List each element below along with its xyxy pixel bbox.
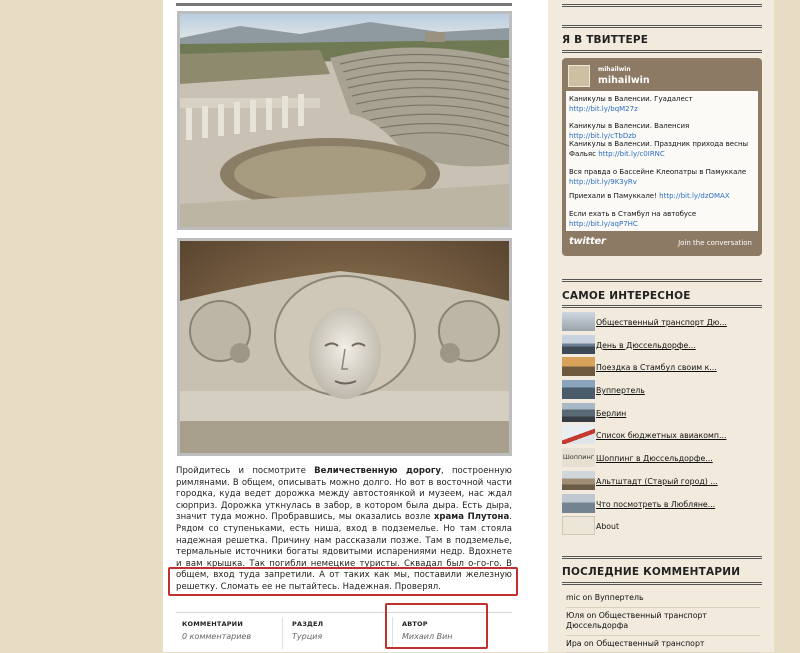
tweet-item <box>569 191 757 201</box>
popular-link[interactable]: Шоппинг в Дюссельдорфе... <box>596 454 713 463</box>
popular-item[interactable] <box>562 493 762 516</box>
popular-item[interactable] <box>562 447 762 470</box>
popular-item[interactable] <box>562 424 762 447</box>
twitter-feed <box>566 91 758 231</box>
popular-link[interactable]: Список бюджетных авиакомп... <box>596 431 726 440</box>
twitter-widget <box>562 58 762 256</box>
tweet-link[interactable]: http://bit.ly/bqM27z <box>569 105 638 113</box>
sidebar-rule <box>562 50 762 53</box>
popular-thumbnail[interactable] <box>562 494 595 513</box>
popular-thumbnail[interactable] <box>562 516 595 535</box>
tweet-item <box>569 94 757 114</box>
tweet-link[interactable]: http://bit.ly/aqP7HC <box>569 220 638 228</box>
medusa-image <box>180 241 509 453</box>
comment-item[interactable]: Юля on Общественный транспорт Дюссельдорфа <box>566 608 760 636</box>
popular-thumbnail[interactable] <box>562 380 595 399</box>
recent-comments <box>566 590 760 653</box>
sidebar-rule <box>562 556 762 559</box>
comment-item[interactable]: mic on Вуппертель <box>566 590 760 608</box>
article-text-part: , построенную римлянами. В общем, описывать можно долго. Но вот в восточной части городка, куда ведет дорожка между автостоянкой и музеем, нас ждал сюрприз. Дорожка уткнулась в забор, в котором была дыра. Есть дыра, значит туда можно. Пробравшись, мы оказались возле <box>176 466 512 522</box>
popular-thumbnail[interactable] <box>562 425 595 444</box>
meta-author-label: АВТОР <box>402 620 453 628</box>
popular-item[interactable] <box>562 379 762 402</box>
popular-item[interactable] <box>562 356 762 379</box>
meta-section[interactable] <box>292 620 323 641</box>
meta-comments-value[interactable]: 0 комментариев <box>182 632 251 641</box>
photo-medusa-relief[interactable] <box>177 238 512 456</box>
twitter-avatar[interactable] <box>568 65 590 87</box>
comment-item[interactable]: Ира on Общественный транспорт <box>566 636 760 653</box>
meta-author-value[interactable]: Михаил Вин <box>402 632 453 641</box>
tweet-item <box>569 167 757 187</box>
comments-heading: ПОСЛЕДНИЕ КОММЕНТАРИИ <box>562 566 740 578</box>
sidebar-rule <box>562 305 762 308</box>
popular-thumbnail[interactable] <box>562 403 595 422</box>
tweet-text: Вся правда о Бассейне Клеопатры в Памуккале <box>569 168 746 176</box>
tweet-link[interactable]: http://bit.ly/c0IRNC <box>598 150 665 158</box>
twitter-username-small: mihailwin <box>598 66 631 73</box>
popular-link[interactable]: Что посмотреть в Любляне... <box>596 500 715 509</box>
tweet-link[interactable]: http://bit.ly/cTbDzb <box>569 132 636 140</box>
tweet-text: Каникулы в Валенсии. Валенсия <box>569 122 689 130</box>
meta-comments-label: КОММЕНТАРИИ <box>182 620 251 628</box>
sidebar-rule <box>562 25 762 28</box>
popular-link[interactable]: День в Дюссельдорфе... <box>596 341 696 350</box>
twitter-join-link[interactable]: Join the conversation <box>678 239 752 247</box>
tweet-text: Если ехать в Стамбул на автобусе <box>569 210 696 218</box>
theater-image <box>180 14 509 227</box>
twitter-username[interactable]: mihailwin <box>598 75 650 86</box>
tweet-text: Каникулы в Валенсии. Гуадалест <box>569 95 693 103</box>
popular-item[interactable] <box>562 470 762 493</box>
popular-list <box>562 311 762 538</box>
popular-item[interactable] <box>562 334 762 357</box>
tweet-item <box>569 121 757 141</box>
popular-link[interactable]: Альтштадт (Старый город) ... <box>596 477 718 486</box>
highlight-box-text <box>168 567 518 596</box>
tweet-item <box>569 139 757 159</box>
tweet-text: Приехали в Памуккале! <box>569 192 659 200</box>
tweet-link[interactable]: http://bit.ly/dzOMAX <box>659 192 730 200</box>
popular-thumbnail[interactable] <box>562 448 595 467</box>
popular-link[interactable]: About <box>596 522 619 531</box>
article-text-part: . Рядом со ступеньками, есть ниша, вход в подземелье. Но там стояла надежная решетка. Причину нам рассказали позже. Там в подземелье, термальные источники богаты ядовитыми испарениями недр. Вдохнете и вам крышка. Так погибли немецкие туристы. Сквадал был о-го-го. В общем, вход туда запретили. А от таких как мы, поставили железную решетку. Сломать ее не пытайтесь. Надежная. Проверял. <box>176 512 512 592</box>
tweet-link[interactable]: http://bit.ly/9K3yRv <box>569 178 637 186</box>
tweet-item <box>569 209 757 229</box>
article-bold-road: Величественную дорогу <box>314 466 441 476</box>
meta-section-value[interactable]: Турция <box>292 632 323 641</box>
twitter-profile-header[interactable] <box>566 63 758 89</box>
popular-thumbnail[interactable] <box>562 335 595 354</box>
popular-thumbnail[interactable] <box>562 357 595 376</box>
meta-section-label: РАЗДЕЛ <box>292 620 323 628</box>
sidebar-rule <box>562 582 762 585</box>
popular-thumbnail[interactable] <box>562 471 595 490</box>
popular-heading: САМОЕ ИНТЕРЕСНОЕ <box>562 290 691 302</box>
highlight-box-author <box>385 603 488 649</box>
popular-thumbnail-text: Шоппинг <box>563 453 594 461</box>
article-bold-temple: храма Плутона <box>434 512 509 522</box>
meta-separator <box>282 617 283 649</box>
twitter-footer <box>566 233 758 253</box>
sidebar-rule <box>562 4 762 7</box>
popular-item[interactable] <box>562 402 762 425</box>
twitter-heading: Я В ТВИТТЕРЕ <box>562 34 648 46</box>
popular-link[interactable]: Берлин <box>596 409 626 418</box>
twitter-logo[interactable]: twitter <box>569 236 606 247</box>
popular-item[interactable] <box>562 311 762 334</box>
popular-link[interactable]: Общественный транспорт Дю... <box>596 318 727 327</box>
top-rule <box>176 3 512 6</box>
popular-link[interactable]: Вуппертель <box>596 386 645 395</box>
article-text-part: Пройдитесь и посмотрите <box>176 466 314 476</box>
meta-comments[interactable] <box>182 620 251 641</box>
photo-theater[interactable] <box>177 11 512 230</box>
popular-thumbnail[interactable] <box>562 312 595 331</box>
popular-item[interactable] <box>562 515 762 538</box>
tweet-text: Каникулы в Валенсии. Праздник прихода весны Фальяс <box>569 140 748 158</box>
sidebar-rule <box>562 279 762 282</box>
popular-link[interactable]: Поездка в Стамбул своим к... <box>596 363 717 372</box>
